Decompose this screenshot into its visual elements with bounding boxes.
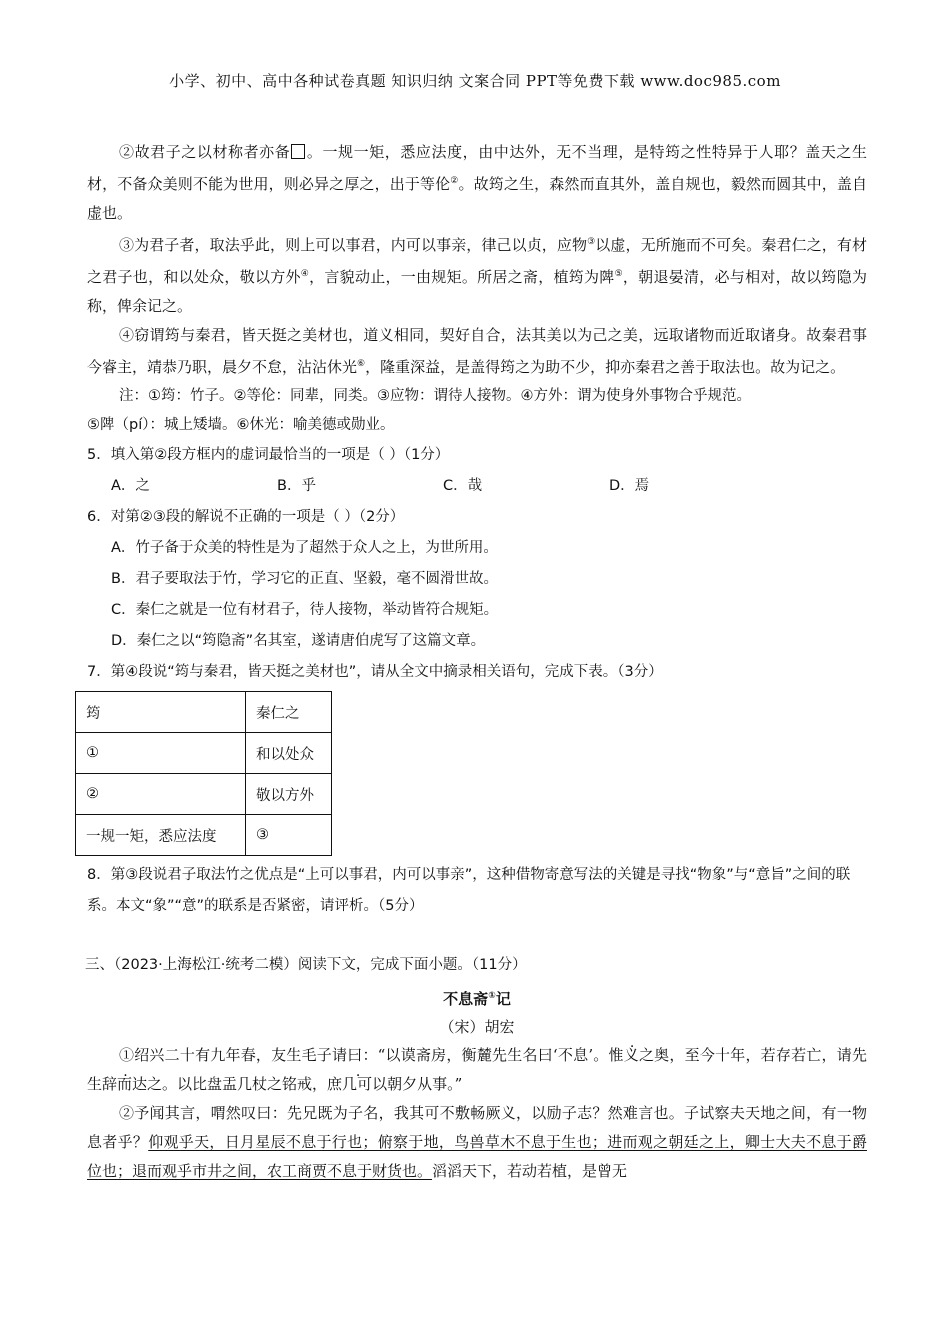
table-row bbox=[76, 815, 332, 856]
option-c[interactable]: C．秦仁之就是一位有材君子，待人接物，举动皆符合规矩。 bbox=[111, 602, 499, 618]
option-c[interactable]: C．哉 bbox=[443, 478, 483, 494]
table-cell[interactable]: ② bbox=[76, 774, 246, 815]
table-cell: 和以处众 bbox=[246, 733, 332, 774]
table-cell: 敬以方外 bbox=[246, 774, 332, 815]
article-paragraph-1: ①绍兴二十有九年春，友生毛子请曰：“以谟斋房，衡麓先生名曰‘不息’。惟义之奥，至今十年，若存若亡，请先生辞而达之。以比盘盂几杖之铭戒，庶几可以朝夕从事。” bbox=[87, 1046, 867, 1093]
table-cell: 筠 bbox=[76, 692, 246, 733]
table-cell[interactable]: ③ bbox=[246, 815, 332, 856]
question-6-stem: 6．对第②③段的解说不正确的一项是（ ）（2分） bbox=[87, 509, 405, 525]
article-paragraph-2: ②予闻其言，喟然叹曰：先兄既为子名，我其可不敷畅厥义，以励子志？然难言也。子试察夫天地之间，有一物息者乎？仰观乎天，日月星辰不息于行也；俯察于地，鸟兽草木不息于生也；进而观之朝廷之上，卿士大夫不息于爵位也；退而观乎市井之间，农工商贾不息于财货也。滔滔天下，若动若植，是曾无 bbox=[87, 1104, 867, 1180]
notes-line-1: 注：①筠：竹子。②等伦：同辈，同类。③应物：谓待人接物。④方外：谓为使身外事物合乎规范。 bbox=[119, 388, 751, 404]
table-cell: 秦仁之 bbox=[246, 692, 332, 733]
question-7-stem: 7．第④段说“筠与秦君，皆天挺之美材也”，请从全文中摘录相关语句，完成下表。（3分） bbox=[87, 664, 663, 680]
notes-line-2: ⑤陴（pí）：城上矮墙。⑥休光：喻美德或勋业。 bbox=[87, 417, 395, 433]
section-3-heading: 三、（2023·上海松江·统考二模）阅读下文，完成下面小题。（11分） bbox=[85, 957, 527, 973]
passage-paragraph-2: ②故君子之以材称者亦备 。一规一矩，悉应法度，由中达外，无不当理，是特筠之性特异于人耶？盖天之生材，不备众美则不能为世用，则必异之厚之，出于等伦②。故筠之生，森然而直其外，盖自规也，毅然而圆其中，盖自虚也。 bbox=[87, 143, 867, 222]
article-author: （宋）胡宏 bbox=[439, 1018, 515, 1036]
question-8-stem: 8．第③段说君子取法竹之优点是“上可以事君，内可以事亲”，这种借物寄意写法的关键是寻找“物象”与“意旨”之间的联系。本文“象”“意”的联系是否紧密，请评析。（5分） bbox=[87, 867, 851, 914]
answer-table bbox=[75, 691, 332, 856]
underlined-sentence: 仰观乎天，日月星辰不息于行也；俯察于地，鸟兽草木不息于生也；进而观之朝廷之上，卿士大夫不息于爵位也；退而观乎市井之间，农工商贾不息于财货也。 bbox=[87, 1133, 867, 1180]
option-a[interactable]: A．竹子备于众美的特性是为了超然于众人之上，为世所用。 bbox=[111, 540, 498, 556]
option-d[interactable]: D．焉 bbox=[609, 478, 650, 494]
article-title: 不息斋①记 bbox=[443, 990, 511, 1008]
question-5-stem: 5．填入第②段方框内的虚词最恰当的一项是（ ）（1分） bbox=[87, 447, 450, 463]
option-d[interactable]: D．秦仁之以“筠隐斋”名其室，遂请唐伯虎写了这篇文章。 bbox=[111, 633, 486, 649]
option-b[interactable]: B．君子要取法于竹，学习它的正直、坚毅，毫不圆滑世故。 bbox=[111, 571, 498, 587]
table-row bbox=[76, 692, 332, 733]
table-cell[interactable]: ① bbox=[76, 733, 246, 774]
option-a[interactable]: A．之 bbox=[111, 478, 150, 494]
table-row bbox=[76, 733, 332, 774]
blank-box bbox=[291, 144, 305, 159]
page-header: 小学、初中、高中各种试卷真题 知识归纳 文案合同 PPT等免费下载 www.doc985.com bbox=[169, 72, 781, 90]
option-b[interactable]: B．乎 bbox=[277, 478, 316, 494]
document-body bbox=[87, 138, 867, 1186]
table-row bbox=[76, 774, 332, 815]
passage-paragraph-4: ④窃谓筠与秦君，皆天挺之美材也，道义相同，契好自合，法其美以为己之美，远取诸物而近取诸身。故秦君事今睿主，靖恭乃职，晨夕不怠，沾沾休光⑥，隆重深益，是盖得筠之为助不少，抑亦秦君之善于取法也。故为记之。 bbox=[87, 326, 867, 376]
question-5-options bbox=[87, 471, 867, 502]
table-cell: 一规一矩，悉应法度 bbox=[76, 815, 246, 856]
passage-paragraph-3: ③为君子者，取法乎此，则上可以事君，内可以事亲，律己以贞，应物③以虚，无所施而不可矣。秦君仁之，有材之君子也，和以处众，敬以方外④，言貌动止，一由规矩。所居之斋，植筠为陴⑤，朝退晏清，必与相对，故以筠隐为称，俾余记之。 bbox=[87, 236, 867, 315]
